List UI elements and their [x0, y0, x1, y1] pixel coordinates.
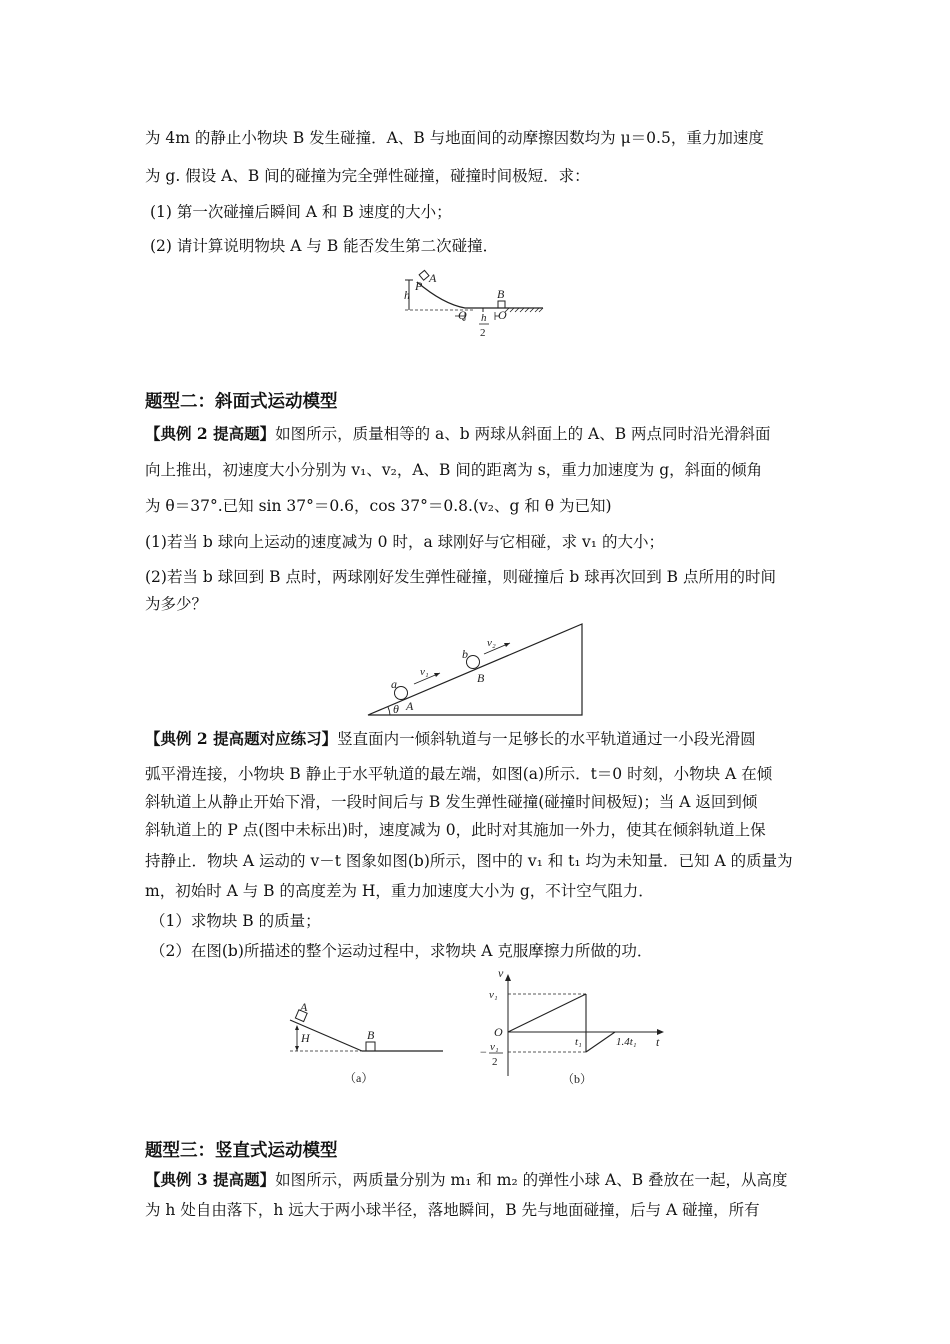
fig2-label-theta: θ	[393, 702, 399, 716]
practice-text1: 竖直面内一倾斜轨道与一足够长的水平轨道通过一小段光滑圆	[337, 730, 756, 748]
fig2-label-v1: v₁	[420, 666, 429, 678]
practice-line2: 弧平滑连接，小物块 B 静止于水平轨道的最左端，如图(a)所示．t＝0 时刻，小物块 A 在倾	[145, 765, 773, 783]
figa-label-B: B	[367, 1028, 375, 1042]
fig2-label-a: a	[391, 677, 397, 691]
figa-label-H: H	[301, 1031, 310, 1045]
section3-line2: 为 h 处自由落下，h 远大于两小球半径，落地瞬间，B 先与地面碰撞，后与 A 碰撞，所有	[145, 1201, 760, 1219]
fig2-label-B: B	[477, 671, 485, 685]
fig1-label-h: h	[404, 288, 410, 302]
figa-caption: （a）	[344, 1071, 374, 1085]
figa-label-A: A	[300, 1000, 308, 1014]
figb-neg-sign: −	[480, 1045, 487, 1059]
figb-label-v: v	[498, 966, 504, 980]
figb-label-t: t	[656, 1035, 660, 1049]
example3-text1: 如图所示，两质量分别为 m₁ 和 m₂ 的弹性小球 A、B 叠放在一起，从高度	[275, 1171, 788, 1189]
fig1-label-A: A	[429, 271, 437, 285]
practice-line6: m，初始时 A 与 B 的高度差为 H，重力加速度大小为 g，不计空气阻力．	[145, 882, 654, 900]
fig1-frac-num: h	[481, 312, 487, 324]
problem1-line1: 为 4m 的静止小物块 B 发生碰撞．A、B 与地面间的动摩擦因数均为 μ＝0.5，重力加速度	[145, 129, 764, 147]
practice-line3: 斜轨道上从静止开始下滑，一段时间后与 B 发生弹性碰撞(碰撞时间极短)；当 A 返回到倾	[145, 793, 758, 811]
section2-example-line2: 向上推出，初速度大小分别为 v₁、v₂，A、B 间的距离为 s，重力加速度为 g，斜面的倾角	[145, 461, 763, 479]
section2-heading: 题型二：斜面式运动模型	[145, 392, 338, 412]
section2-example-line1	[145, 424, 810, 444]
figb-label-t1: t₁	[575, 1036, 582, 1048]
problem1-question2: (2) 请计算说明物块 A 与 B 能否发生第二次碰撞．	[150, 237, 499, 255]
example2-tag: 【典例 2 提高题】	[145, 424, 276, 443]
section3-line1	[145, 1170, 810, 1190]
problem1-line2: 为 g. 假设 A、B 间的碰撞为完全弹性碰撞，碰撞时间极短．求：	[145, 167, 590, 185]
figb-frac-num: v₁	[490, 1041, 499, 1053]
fig1-label-P: P	[415, 279, 423, 293]
example2-text1: 如图所示，质量相等的 a、b 两球从斜面上的 A、B 两点同时沿光滑斜面	[275, 425, 771, 443]
figure-a-track	[280, 996, 450, 1091]
practice-question2: （2）在图(b)所描述的整个运动过程中，求物块 A 克服摩擦力所做的功．	[150, 942, 653, 960]
fig1-frac-den: 2	[480, 327, 486, 339]
figb-label-v1: v₁	[489, 989, 498, 1001]
example3-tag: 【典例 3 提高题】	[145, 1170, 276, 1189]
fig1-label-B: B	[497, 287, 505, 301]
figb-frac-den: 2	[492, 1056, 498, 1068]
section2-example-line3: 为 θ＝37°.已知 sin 37°＝0.6，cos 37°＝0.8.(v₂、g 和 θ 为已知)	[145, 497, 612, 515]
practice-line4: 斜轨道上的 P 点(图中未标出)时，速度减为 0，此时对其施加一外力，使其在倾斜轨道上保	[145, 821, 766, 839]
section2-question1: (1)若当 b 球向上运动的速度减为 0 时，a 球刚好与它相碰，求 v₁ 的大小；	[145, 533, 664, 551]
fig2-label-v2: v₂	[487, 637, 496, 649]
figb-label-O: O	[494, 1025, 503, 1039]
figb-caption: （b）	[562, 1072, 593, 1086]
fig2-label-A: A	[406, 699, 414, 713]
practice-tag: 【典例 2 提高题对应练习】	[145, 729, 338, 748]
practice-line5: 持静止．物块 A 运动的 v－t 图象如图(b)所示，图中的 v₁ 和 t₁ 均为未知量．已知 A 的质量为	[145, 852, 793, 870]
figure-curved-track	[395, 268, 555, 344]
section2-question2b: 为多少？	[145, 595, 208, 613]
fig2-label-b: b	[462, 647, 468, 661]
figure-incline	[360, 618, 590, 720]
section2-question2a: (2)若当 b 球回到 B 点时，两球刚好发生弹性碰撞，则碰撞后 b 球再次回到 B 点所用的时间	[145, 568, 776, 586]
section3-heading: 题型三：竖直式运动模型	[145, 1141, 338, 1161]
fig1-label-Q: Q	[458, 308, 467, 322]
practice-line1	[145, 729, 810, 749]
practice-question1: （1）求物块 B 的质量；	[150, 912, 321, 930]
fig1-label-O: O	[498, 308, 507, 322]
figure-b-vt-graph	[470, 966, 670, 1091]
problem1-question1: (1) 第一次碰撞后瞬间 A 和 B 速度的大小；	[150, 203, 452, 221]
figb-label-14t1: 1.4t₁	[616, 1036, 637, 1048]
